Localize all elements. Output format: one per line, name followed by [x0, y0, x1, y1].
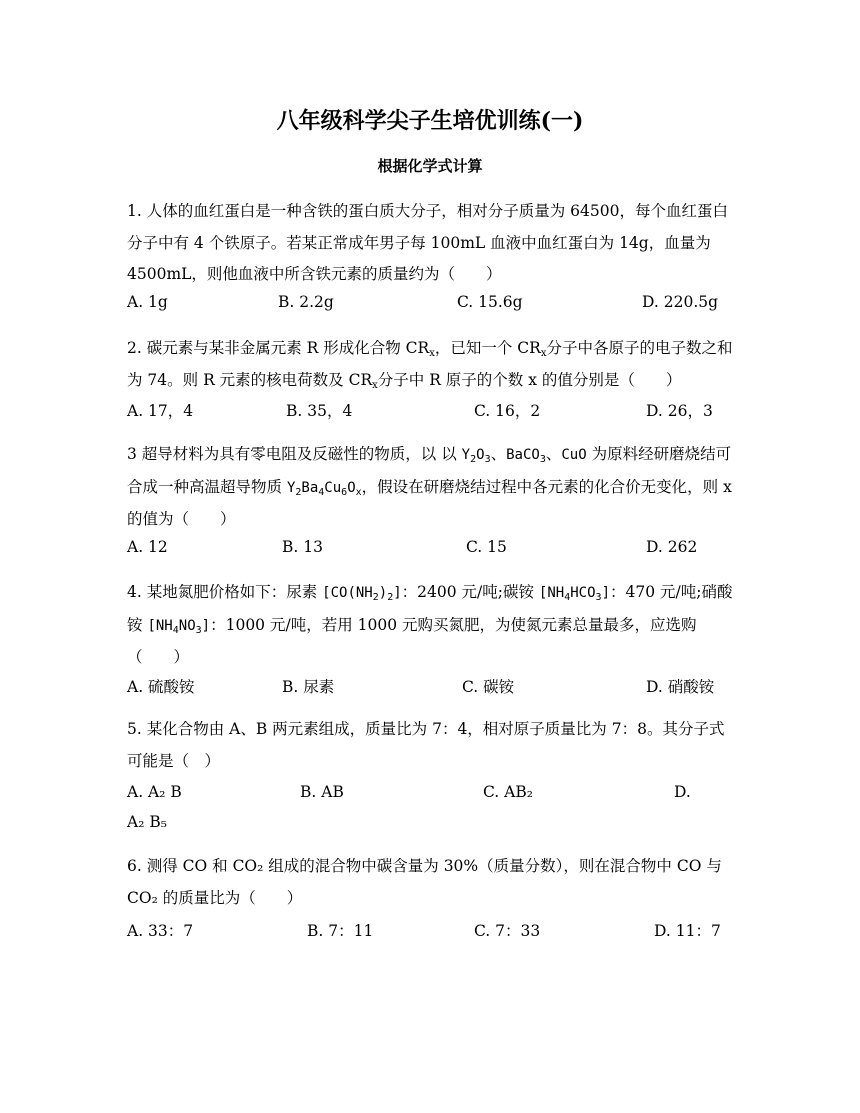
- section-subtitle: 根据化学式计算: [377, 157, 483, 175]
- subscript: x: [540, 348, 547, 359]
- question-3-text: 为原料经研磨烧结可合成一种高温超导物质: [127, 445, 732, 496]
- option-d[interactable]: D. 220.5g: [642, 293, 719, 311]
- option-a[interactable]: A. A₂ B: [127, 783, 182, 801]
- question-5-option-d-wrap: [127, 813, 733, 837]
- question-6: [127, 851, 733, 914]
- question-1-text: 1. 人体的血红蛋白是一种含铁的蛋白质大分子，相对分子质量为 64500，每个血红蛋白分子中有 4 个铁原子。若某正常成年男子每 100mL 血液中血红蛋白为 14g，血量为 4500mL，则他血液中所含铁元素的质量约为（ ）: [127, 202, 728, 283]
- question-4-text: 4. 某地氮肥价格如下：尿素: [127, 583, 323, 601]
- question-2: [127, 333, 733, 396]
- subscript: x: [429, 348, 435, 359]
- option-d[interactable]: D.: [674, 783, 691, 801]
- question-6-options: [127, 919, 733, 943]
- question-3: [127, 439, 733, 536]
- question-4-text: ：2400 元/吨;碳铵: [401, 583, 539, 601]
- formula-urea: $[CO(NH_2)_2]$: [322, 585, 402, 603]
- formula-cuo: CuO: [561, 447, 587, 463]
- option-c[interactable]: C. AB₂: [483, 783, 533, 801]
- question-2-text: 2. 碳元素与某非金属元素 R 形成化合物 CR: [127, 339, 430, 357]
- option-d[interactable]: D. 26，3: [646, 402, 713, 420]
- formula-superconductor: $Y_2Ba_4Cu_6O_x$: [286, 479, 362, 498]
- separator: 、: [545, 445, 562, 463]
- question-2-text: 分子中 R 原子的个数 x 的值分别是（ ）: [377, 370, 682, 389]
- question-5-options: [127, 783, 733, 807]
- option-a[interactable]: A. 17，4: [127, 402, 194, 420]
- question-3-text: 3 超导材料为具有零电阻及反磁性的物质，以 以: [127, 445, 462, 463]
- question-3-text: ，假设在研磨烧结过程中各元素的化合价无变化，则 x 的值为（ ）: [127, 477, 732, 528]
- question-5: [127, 714, 733, 777]
- option-c[interactable]: C. 16，2: [474, 402, 541, 420]
- separator: 、: [490, 445, 507, 463]
- option-c[interactable]: C. 15: [466, 538, 507, 556]
- option-d[interactable]: D. 262: [646, 538, 698, 556]
- option-b[interactable]: B. 尿素: [282, 678, 335, 696]
- option-c[interactable]: C. 15.6g: [457, 293, 523, 311]
- question-1-options: [127, 293, 733, 317]
- question-2-text: ，已知一个 CR: [434, 339, 541, 357]
- option-b[interactable]: B. 35，4: [286, 402, 353, 420]
- page-title: 八年级科学尖子生培优训练(一): [276, 108, 584, 134]
- option-a[interactable]: A. 12: [127, 538, 168, 556]
- option-a[interactable]: A. 33：7: [127, 922, 194, 940]
- option-b[interactable]: B. 2.2g: [278, 293, 334, 311]
- formula-nh4no3: $[NH_4NO_3]$: [147, 617, 211, 636]
- option-d[interactable]: D. 11：7: [654, 922, 721, 940]
- option-b[interactable]: B. 7：11: [307, 922, 374, 940]
- question-4: [127, 577, 733, 674]
- question-4-text: ：470 元/吨;硝酸铵: [127, 583, 733, 634]
- formula-nh4hco3: $[NH_4HCO_3]$: [538, 585, 611, 603]
- question-1: [127, 196, 733, 291]
- option-b[interactable]: B. AB: [300, 783, 344, 801]
- option-d-value[interactable]: A₂ B₅: [127, 813, 167, 831]
- option-d[interactable]: D. 硝酸铵: [646, 678, 715, 696]
- option-c[interactable]: C. 碳铵: [462, 678, 515, 696]
- option-a[interactable]: A. 1g: [127, 293, 168, 311]
- question-6-text: 6. 测得 CO 和 CO₂ 组成的混合物中碳含量为 30%（质量分数），则在混合物中 CO 与 CO₂ 的质量比为（ ）: [127, 857, 722, 907]
- question-5-text: 5. 某化合物由 A、B 两元素组成，质量比为 7：4，相对原子质量比为 7：8。其分子式可能是（ ）: [127, 720, 725, 770]
- option-c[interactable]: C. 7：33: [474, 922, 541, 940]
- question-3-options: [127, 538, 733, 562]
- formula-y2o3: $Y_2O_3$: [461, 447, 491, 465]
- formula-baco3: BaCO$_3$: [506, 447, 546, 465]
- option-b[interactable]: B. 13: [282, 538, 323, 556]
- question-4-text: ：1000 元/吨，若用 1000 元购买氮肥，为使氮元素总量最多，应选购（ ）: [127, 615, 697, 666]
- question-2-options: [127, 399, 733, 423]
- option-a[interactable]: A. 硫酸铵: [127, 678, 195, 696]
- subscript: x: [372, 379, 378, 391]
- question-4-options: [127, 675, 733, 699]
- question-2-text: 分子中各原子的电子数之和为 74。则 R 元素的核电荷数及 CR: [127, 339, 733, 389]
